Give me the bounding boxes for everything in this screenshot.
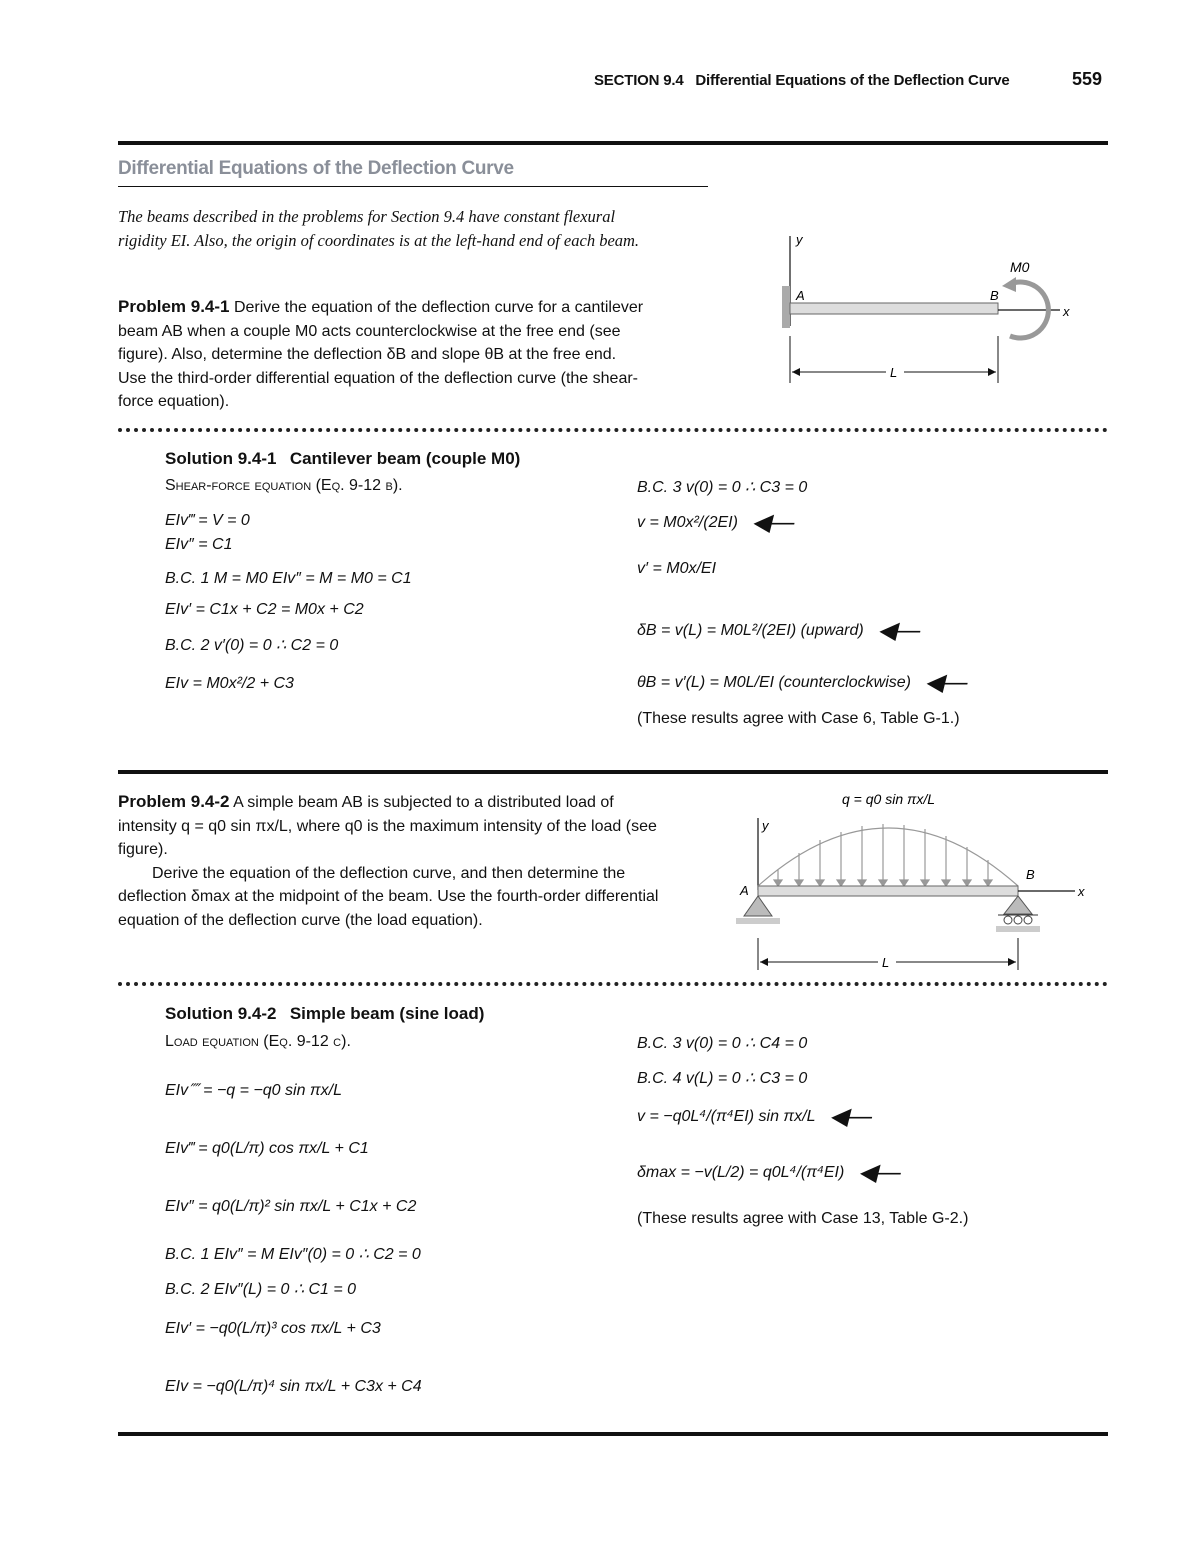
solution-1-label: Solution 9.4-1 xyxy=(165,449,277,468)
solution-2-method: Load equation (Eq. 9-12 c). xyxy=(165,1033,351,1050)
solution-2-title: Simple beam (sine load) xyxy=(289,1004,485,1023)
s2-eq-9: B.C. 4 v(L) = 0 ∴ C3 = 0 xyxy=(637,1070,808,1087)
fixed-support xyxy=(782,286,790,328)
s2-eq-5: B.C. 2 EIv″(L) = 0 ∴ C1 = 0 xyxy=(165,1281,357,1298)
problem-2 xyxy=(118,790,666,932)
s1-eq-3: B.C. 1 M = M0 EIv″ = M = M0 = C1 xyxy=(165,570,412,587)
label-b-2: B xyxy=(1026,867,1035,882)
label-y: y xyxy=(796,232,803,247)
problem-2-text-1: A simple beam AB is subjected to a distributed load of intensity q = q0 sin πx/L, where q0 is the maximum intensity of the load (see figure). xyxy=(118,794,657,858)
section-title-rule xyxy=(118,186,708,187)
pin-support xyxy=(744,896,772,916)
solution-2-heading xyxy=(165,1004,484,1024)
label-x-2: x xyxy=(1078,884,1085,899)
section-title: Differential Equations of the Deflection Curve xyxy=(118,158,514,179)
label-a-2: A xyxy=(740,883,749,898)
s1-note: (These results agree with Case 6, Table G-1.) xyxy=(637,710,960,727)
page-number: 559 xyxy=(1072,69,1103,89)
solution-2-label: Solution 9.4-2 xyxy=(165,1004,277,1023)
label-m0: M0 xyxy=(1010,259,1030,275)
roller-support xyxy=(1004,896,1032,914)
s2-eq-7: EIv = −q0(L/π)⁴ sin πx/L + C3x + C4 xyxy=(165,1378,422,1395)
sine-beam-figure xyxy=(730,778,1100,973)
s1-eq-2: EIv″ = C1 xyxy=(165,536,233,553)
label-y-2: y xyxy=(762,818,769,833)
s2-eq-4: B.C. 1 EIv″ = M EIv″(0) = 0 ∴ C2 = 0 xyxy=(165,1246,421,1263)
s2-eq-6: EIv′ = −q0(L/π)³ cos πx/L + C3 xyxy=(165,1320,381,1337)
label-load: q = q0 sin πx/L xyxy=(842,791,936,807)
label-a: A xyxy=(796,288,805,303)
s2-eq-3: EIv″ = q0(L/π)² sin πx/L + C1x + C2 xyxy=(165,1198,417,1215)
footer-rule xyxy=(118,1432,1108,1436)
intro-text: The beams described in the problems for Section 9.4 have constant flexural rigidity EI. Also, the origin of coordinates is at the left-hand end of each beam. xyxy=(118,207,640,250)
s1-eq-11: θB = v′(L) = M0L/EI (counterclockwise) ◀— xyxy=(637,668,968,696)
solution-1-title: Cantilever beam (couple M0) xyxy=(289,449,521,468)
s2-eq-8: B.C. 3 v(0) = 0 ∴ C4 = 0 xyxy=(637,1035,808,1052)
s1-eq-9: v′ = M0x/EI xyxy=(637,560,717,577)
problem-1-text: Derive the equation of the deflection curve for a cantilever beam AB when a couple M0 acts counterclockwise at the free end (see figure). Also, determine the deflection δB and slope θB at the free end. Use the third-order differential equation of the deflection curve (the shear-force equation). xyxy=(118,299,644,410)
label-l-2: L xyxy=(882,955,890,970)
s1-eq-4: EIv′ = C1x + C2 = M0x + C2 xyxy=(165,601,364,618)
roller-ground xyxy=(996,926,1040,932)
problem-2-text-2: Derive the equation of the deflection curve, and then determine the deflection δmax at the midpoint of the beam. Use the fourth-order differential equation of the deflection curve (the load equation). xyxy=(118,864,659,929)
s1-eq-7: B.C. 3 v(0) = 0 ∴ C3 = 0 xyxy=(637,479,808,496)
dotted-divider xyxy=(118,428,1108,432)
s1-eq-8: v = M0x²/(2EI) ◀— xyxy=(637,508,795,536)
s1-eq-5: B.C. 2 v′(0) = 0 ∴ C2 = 0 xyxy=(165,637,339,654)
cantilever-figure xyxy=(770,228,1080,388)
solution-1-method: Shear-force equation (Eq. 9-12 b). xyxy=(165,477,403,494)
label-l: L xyxy=(890,365,898,380)
header-title: Differential Equations of the Deflection Curve xyxy=(695,72,1010,89)
header-rule xyxy=(118,141,1108,145)
beam-2 xyxy=(758,886,1018,896)
s2-eq-10: v = −q0L⁴/(π⁴EI) sin πx/L ◀— xyxy=(637,1102,872,1130)
s1-eq-1: EIv‴ = V = 0 xyxy=(165,512,250,529)
header-section: SECTION 9.4 xyxy=(594,72,684,89)
problem-1 xyxy=(118,295,648,414)
problem-1-label: Problem 9.4-1 xyxy=(118,297,230,316)
s2-eq-2: EIv‴ = q0(L/π) cos πx/L + C1 xyxy=(165,1140,369,1157)
couple-arrowhead xyxy=(1002,277,1016,292)
running-header xyxy=(594,72,1010,89)
pin-ground xyxy=(736,918,780,924)
s1-eq-10: δB = v(L) = M0L²/(2EI) (upward) ◀— xyxy=(637,616,921,644)
s2-note: (These results agree with Case 13, Table G-2.) xyxy=(637,1210,969,1227)
beam xyxy=(790,303,998,314)
dotted-divider-2 xyxy=(118,982,1108,986)
load-arrows xyxy=(774,824,992,886)
problem-rule xyxy=(118,770,1108,774)
label-x: x xyxy=(1063,304,1070,319)
load-curve xyxy=(758,828,1018,886)
s2-eq-1: EIv⁗ = −q = −q0 sin πx/L xyxy=(165,1082,342,1099)
s2-eq-11: δmax = −v(L/2) = q0L⁴/(π⁴EI) ◀— xyxy=(637,1158,901,1186)
label-b: B xyxy=(990,288,999,303)
solution-1-heading xyxy=(165,449,520,469)
s1-eq-6: EIv = M0x²/2 + C3 xyxy=(165,675,294,692)
problem-2-label: Problem 9.4-2 xyxy=(118,792,230,811)
